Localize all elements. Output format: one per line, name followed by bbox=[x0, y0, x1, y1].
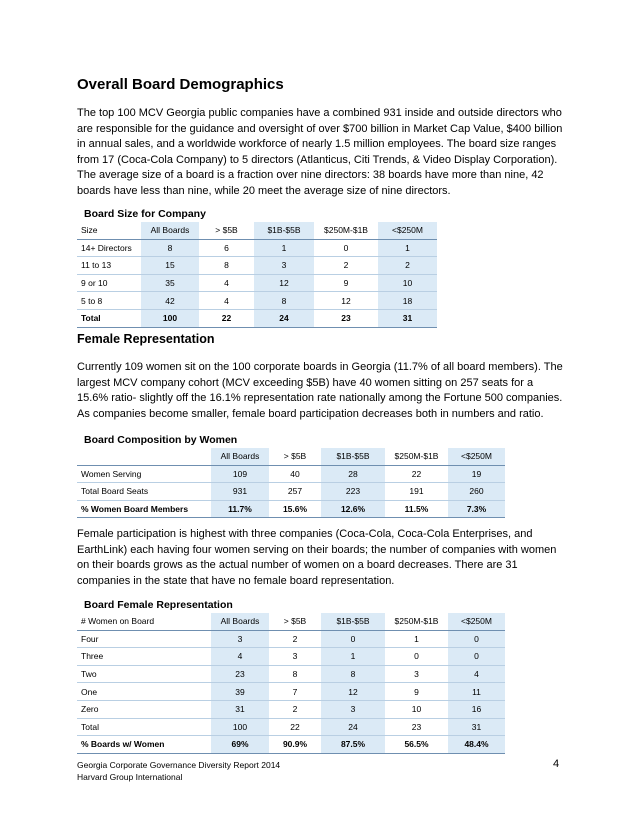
column-header: $1B-$5B bbox=[321, 448, 385, 465]
table-cell: 42 bbox=[141, 292, 199, 310]
table-row bbox=[77, 465, 505, 483]
table-cell: 4 bbox=[448, 665, 505, 683]
table-cell: 191 bbox=[385, 483, 448, 501]
column-header: All Boards bbox=[211, 448, 269, 465]
table-cell: 8 bbox=[199, 257, 254, 275]
row-label: 11 to 13 bbox=[77, 257, 141, 275]
table-cell: 31 bbox=[211, 700, 269, 718]
row-label: 9 or 10 bbox=[77, 274, 141, 292]
column-header: $250M-$1B bbox=[385, 613, 448, 630]
table-cell: 8 bbox=[321, 665, 385, 683]
footer-organization: Harvard Group International bbox=[77, 771, 183, 782]
table-cell: 1 bbox=[385, 630, 448, 648]
table-cell: 15.6% bbox=[269, 500, 321, 518]
table-row bbox=[77, 630, 505, 648]
table-total-row bbox=[77, 500, 505, 518]
row-label: % Boards w/ Women bbox=[77, 736, 211, 754]
table-cell: 69% bbox=[211, 736, 269, 754]
table-cell: 11.5% bbox=[385, 500, 448, 518]
table-row bbox=[77, 718, 505, 736]
table-cell: 9 bbox=[314, 274, 378, 292]
table-row bbox=[77, 274, 437, 292]
table-cell: 4 bbox=[211, 648, 269, 666]
table-cell: 19 bbox=[448, 465, 505, 483]
table-total-row bbox=[77, 309, 437, 327]
table-cell: 8 bbox=[141, 239, 199, 257]
column-header: Size bbox=[77, 222, 141, 239]
table-cell: 22 bbox=[199, 309, 254, 327]
table-cell: 40 bbox=[269, 465, 321, 483]
table-cell: 31 bbox=[448, 718, 505, 736]
table-cell: 12 bbox=[321, 683, 385, 701]
section-title-female-representation: Female Representation bbox=[77, 332, 215, 346]
table-row bbox=[77, 648, 505, 666]
column-header: $250M-$1B bbox=[385, 448, 448, 465]
row-label: Total bbox=[77, 309, 141, 327]
table-cell: 23 bbox=[385, 718, 448, 736]
row-label: Women Serving bbox=[77, 465, 211, 483]
column-header: $250M-$1B bbox=[314, 222, 378, 239]
table-cell: 8 bbox=[269, 665, 321, 683]
table-cell: 31 bbox=[378, 309, 437, 327]
table-cell: 10 bbox=[385, 700, 448, 718]
row-label: Zero bbox=[77, 700, 211, 718]
table-cell: 11 bbox=[448, 683, 505, 701]
column-header: $1B-$5B bbox=[254, 222, 314, 239]
column-header: <$250M bbox=[448, 448, 505, 465]
table-cell: 48.4% bbox=[448, 736, 505, 754]
table-row bbox=[77, 257, 437, 275]
table-cell: 22 bbox=[269, 718, 321, 736]
row-label: One bbox=[77, 683, 211, 701]
table-row bbox=[77, 239, 437, 257]
female-participation-paragraph: Female participation is highest with three companies (Coca-Cola, Coca-Cola Enterprises, and EarthLink) each having four women serving on their boards; the number of companies with women on their boards grows as the actual number of women on a board decreases. There are 31 companies in the state that have no female board representation. bbox=[77, 528, 557, 587]
board-composition-table-caption: Board Composition by Women bbox=[84, 434, 238, 446]
table-cell: 1 bbox=[254, 239, 314, 257]
row-label: 5 to 8 bbox=[77, 292, 141, 310]
table-cell: 1 bbox=[321, 648, 385, 666]
column-header: > $5B bbox=[269, 448, 321, 465]
table-cell: 24 bbox=[321, 718, 385, 736]
board-female-representation-table bbox=[77, 613, 505, 754]
table-cell: 90.9% bbox=[269, 736, 321, 754]
table-row bbox=[77, 483, 505, 501]
table-row bbox=[77, 665, 505, 683]
board-size-table-caption: Board Size for Company bbox=[84, 208, 206, 220]
table-cell: 223 bbox=[321, 483, 385, 501]
table-cell: 9 bbox=[385, 683, 448, 701]
table-cell: 56.5% bbox=[385, 736, 448, 754]
female-representation-paragraph: Currently 109 women sit on the 100 corporate boards in Georgia (11.7% of all board members). The largest MCV company cohort (MCV exceeding $5B) have 40 women sitting on 257 seats for a 15.6% ratio- slightly off the 16.1% representation rate nationally among the Fortune 500 companies. As companies become smaller, female board participation decreases both in numbers and ratio. bbox=[77, 361, 563, 420]
demographics-paragraph: The top 100 MCV Georgia public companies have a combined 931 inside and outside directors who are responsible for the guidance and oversight of over $700 billion in Market Cap Value, $400 billion in annual sales, and a worldwide workforce of nearly 1.5 million employees. The board size ranges from 17 (Coca-Cola Company) to 5 directors (Atlanticus, Citi Trends, & Video Display Corporation). The average size of a board is a fraction over nine directors: 38 boards have more than nine, 42 boards have less than nine, while 20 meet the average size of nine directors. bbox=[77, 107, 563, 197]
table-cell: 3 bbox=[211, 630, 269, 648]
table-cell: 931 bbox=[211, 483, 269, 501]
table-cell: 2 bbox=[269, 700, 321, 718]
table-cell: 0 bbox=[448, 630, 505, 648]
row-label: Three bbox=[77, 648, 211, 666]
column-header: <$250M bbox=[448, 613, 505, 630]
column-header: # Women on Board bbox=[77, 613, 211, 630]
table-cell: 3 bbox=[269, 648, 321, 666]
table-cell: 7.3% bbox=[448, 500, 505, 518]
row-label: Two bbox=[77, 665, 211, 683]
table-cell: 12.6% bbox=[321, 500, 385, 518]
table-total-row bbox=[77, 736, 505, 754]
table-header-row bbox=[77, 222, 437, 239]
table-cell: 100 bbox=[141, 309, 199, 327]
page-number: 4 bbox=[553, 758, 560, 770]
table-cell: 11.7% bbox=[211, 500, 269, 518]
table-cell: 0 bbox=[385, 648, 448, 666]
table-cell: 87.5% bbox=[321, 736, 385, 754]
table-cell: 35 bbox=[141, 274, 199, 292]
table-cell: 109 bbox=[211, 465, 269, 483]
table-cell: 3 bbox=[321, 700, 385, 718]
footer-report-title: Georgia Corporate Governance Diversity Report 2014 bbox=[77, 760, 281, 770]
table-cell: 6 bbox=[199, 239, 254, 257]
board-size-table bbox=[77, 222, 437, 328]
column-header bbox=[77, 448, 211, 465]
table-cell: 0 bbox=[314, 239, 378, 257]
table-header-row bbox=[77, 448, 505, 465]
table-header-row bbox=[77, 613, 505, 630]
table-cell: 18 bbox=[378, 292, 437, 310]
row-label: Total bbox=[77, 718, 211, 736]
table-cell: 23 bbox=[314, 309, 378, 327]
table-cell: 12 bbox=[314, 292, 378, 310]
board-female-representation-table-caption: Board Female Representation bbox=[84, 599, 233, 611]
column-header: All Boards bbox=[141, 222, 199, 239]
table-row bbox=[77, 700, 505, 718]
column-header: <$250M bbox=[378, 222, 437, 239]
table-cell: 0 bbox=[448, 648, 505, 666]
table-cell: 24 bbox=[254, 309, 314, 327]
table-cell: 257 bbox=[269, 483, 321, 501]
column-header: $1B-$5B bbox=[321, 613, 385, 630]
table-cell: 2 bbox=[269, 630, 321, 648]
table-cell: 8 bbox=[254, 292, 314, 310]
table-cell: 23 bbox=[211, 665, 269, 683]
table-cell: 22 bbox=[385, 465, 448, 483]
table-cell: 260 bbox=[448, 483, 505, 501]
table-cell: 4 bbox=[199, 292, 254, 310]
section-title-demographics: Overall Board Demographics bbox=[77, 76, 284, 93]
table-cell: 39 bbox=[211, 683, 269, 701]
table-cell: 3 bbox=[254, 257, 314, 275]
table-cell: 7 bbox=[269, 683, 321, 701]
table-cell: 10 bbox=[378, 274, 437, 292]
table-cell: 4 bbox=[199, 274, 254, 292]
column-header: > $5B bbox=[269, 613, 321, 630]
page-footer bbox=[77, 760, 280, 783]
board-composition-table bbox=[77, 448, 505, 518]
row-label: Four bbox=[77, 630, 211, 648]
column-header: All Boards bbox=[211, 613, 269, 630]
table-row bbox=[77, 292, 437, 310]
table-cell: 15 bbox=[141, 257, 199, 275]
table-cell: 3 bbox=[385, 665, 448, 683]
table-cell: 16 bbox=[448, 700, 505, 718]
table-cell: 2 bbox=[378, 257, 437, 275]
row-label: % Women Board Members bbox=[77, 500, 211, 518]
table-cell: 12 bbox=[254, 274, 314, 292]
table-cell: 100 bbox=[211, 718, 269, 736]
table-cell: 0 bbox=[321, 630, 385, 648]
row-label: 14+ Directors bbox=[77, 239, 141, 257]
table-row bbox=[77, 683, 505, 701]
table-cell: 2 bbox=[314, 257, 378, 275]
column-header: > $5B bbox=[199, 222, 254, 239]
row-label: Total Board Seats bbox=[77, 483, 211, 501]
table-cell: 28 bbox=[321, 465, 385, 483]
table-cell: 1 bbox=[378, 239, 437, 257]
